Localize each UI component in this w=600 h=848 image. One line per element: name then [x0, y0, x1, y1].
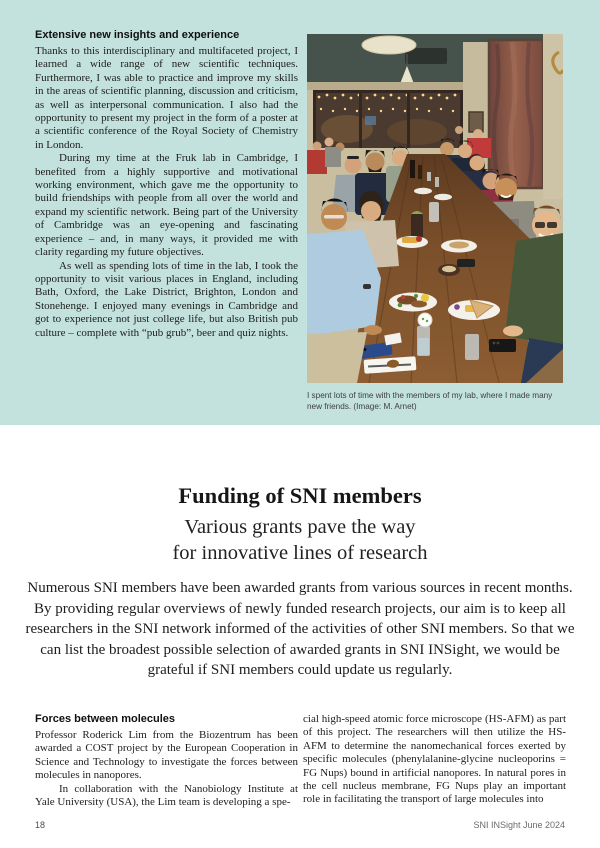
- photo-caption: I spent lots of time with the members of my lab, where I made many new friends. (Image: M. Arnet): [307, 391, 553, 411]
- funding-title: Funding of SNI members: [178, 483, 422, 508]
- lab-dinner-photo: [307, 34, 563, 383]
- article-heading: Extensive new insights and experience: [35, 29, 240, 41]
- forces-paragraph: cial high-speed atomic force microscope (HS-AFM) as part of this project. The researchers will then utilize the HS-AFM to determine the nanomechanical forces exerted by specific molecules (phenylalanine-glycine nucleoporins = FG Nups) bound in artificial nanopores. In natural pores in the cell nucleus membrane, FG Nups play an important role in facilitating the transport of large molecules into: [303, 713, 566, 806]
- article-paragraph: During my time at the Fruk lab in Cambridge, I benefited from a highly supportive and motivational working environment, which gave me the opportunity to build friendships with people from all over the world and expand my scientific network. Being part of the University of Cambridge was an eye-opening and fascinating experience – and, in many ways, it provided me with clarity regarding my future objectives.: [35, 152, 298, 259]
- funding-intro-paragraph: Numerous SNI members have been awarded grants from various sources in recent months. By providing regular overviews of newly funded research projects, our aim is to keep all researchers in the SNI network informed of the activities of other SNI members. So that we can list the broadest possible selection of awarded grants in SNI INSight, we would be grateful if SNI members could update us regularly.: [25, 580, 575, 679]
- forces-article-right-column: [303, 713, 566, 807]
- page-number: 18: [35, 820, 46, 830]
- forces-heading: Forces between molecules: [35, 713, 175, 725]
- funding-section-header: [0, 483, 600, 566]
- article-paragraph: Thanks to this interdisciplinary and multifaceted project, I learned a wide range of new scientific techniques. Furthermore, I was able to practice and improve my skills in the areas of scientific planning, discussion and criticism, as well as interpersonal communication. I also had the opportunity to present my project in the form of a poster at a scientific conference of the Royal Society of Chemistry in London.: [35, 45, 298, 151]
- experience-article: [35, 29, 298, 340]
- forces-article-left-column: [35, 713, 298, 809]
- issue-label: SNI INSight June 2024: [473, 820, 565, 830]
- funding-subtitle-line2: for innovative lines of research: [172, 542, 428, 564]
- funding-subtitle-line1: Various grants pave the way: [184, 516, 416, 538]
- article-paragraph: As well as spending lots of time in the lab, I took the opportunity to visit various places in England, including Bath, Oxford, the Lake District, Brighton, London and Stonehenge. I enjoyed many evenings in Cambridge and got to experience not just college life, but also British pub culture – complete with “pub grub”, beer and quiz nights.: [35, 259, 298, 339]
- forces-paragraph: In collaboration with the Nanobiology Institute at Yale University (USA), the Lim team is developing a spe-: [35, 782, 298, 809]
- forces-paragraph: Professor Roderick Lim from the Biozentrum has been awarded a COST project by the European Cooperation in Science and Technology to investigate the forces between molecules in nanopores.: [35, 729, 298, 782]
